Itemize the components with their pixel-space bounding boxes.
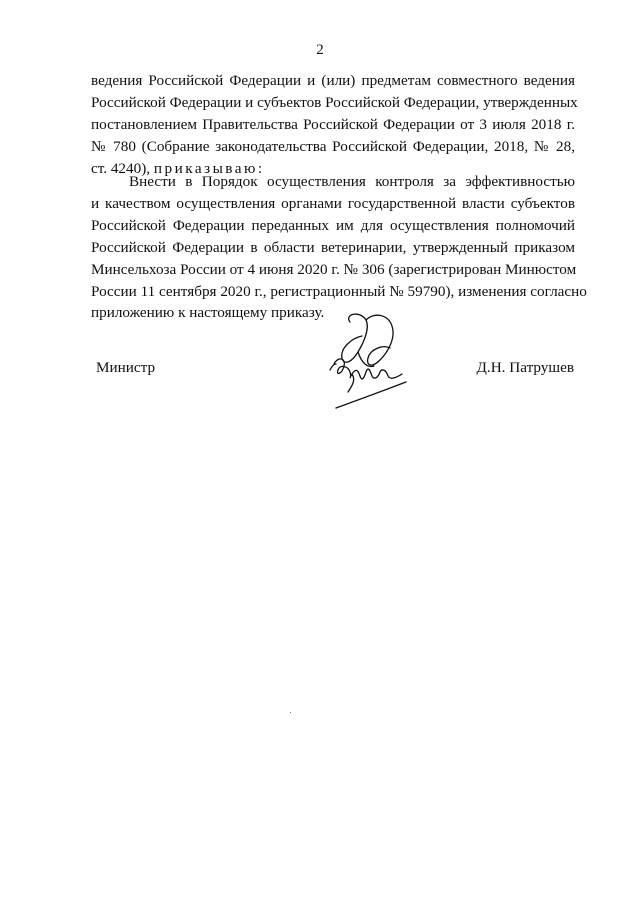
text-line: Российской Федерации переданных им для осуществления полномочий [91, 216, 575, 234]
page-number: 2 [316, 42, 324, 58]
signatory-title: Министр [96, 359, 156, 376]
text-line: приложению к настоящему приказу. [91, 304, 325, 322]
text-line: № 780 (Собрание законодательства Российской Федерации, 2018, № 28, [91, 137, 575, 155]
text-line: и качеством осуществления органами государственной власти субъектов [91, 194, 575, 212]
citation-text: ст. 4240), [91, 159, 151, 177]
signatory-name: Д.Н. Патрушев [476, 359, 574, 376]
paragraph-preamble-continuation [91, 70, 578, 180]
text-line: Минсельхоза России от 4 июня 2020 г. № 306 (зарегистрирован Минюстом [91, 260, 577, 278]
paragraph-order-clause [91, 171, 587, 324]
text-line: ведения Российской Федерации и (или) предметам совместного ведения [91, 72, 575, 89]
text-line: Внести в Порядок осуществления контроля за эффективностью [129, 173, 575, 190]
text-line: России 11 сентября 2020 г., регистрационный № 59790), изменения согласно [91, 282, 587, 300]
order-word: приказываю: [153, 159, 265, 177]
text-line: постановлением Правительства Российской Федерации от 3 июля 2018 г. [91, 115, 575, 133]
text-line: Российской Федерации в области ветеринарии, утвержденный приказом [91, 238, 575, 256]
scan-speck [290, 712, 291, 713]
signature-block [96, 359, 576, 383]
text-line: Российской Федерации и субъектов Российской Федерации, утвержденных [91, 93, 578, 111]
